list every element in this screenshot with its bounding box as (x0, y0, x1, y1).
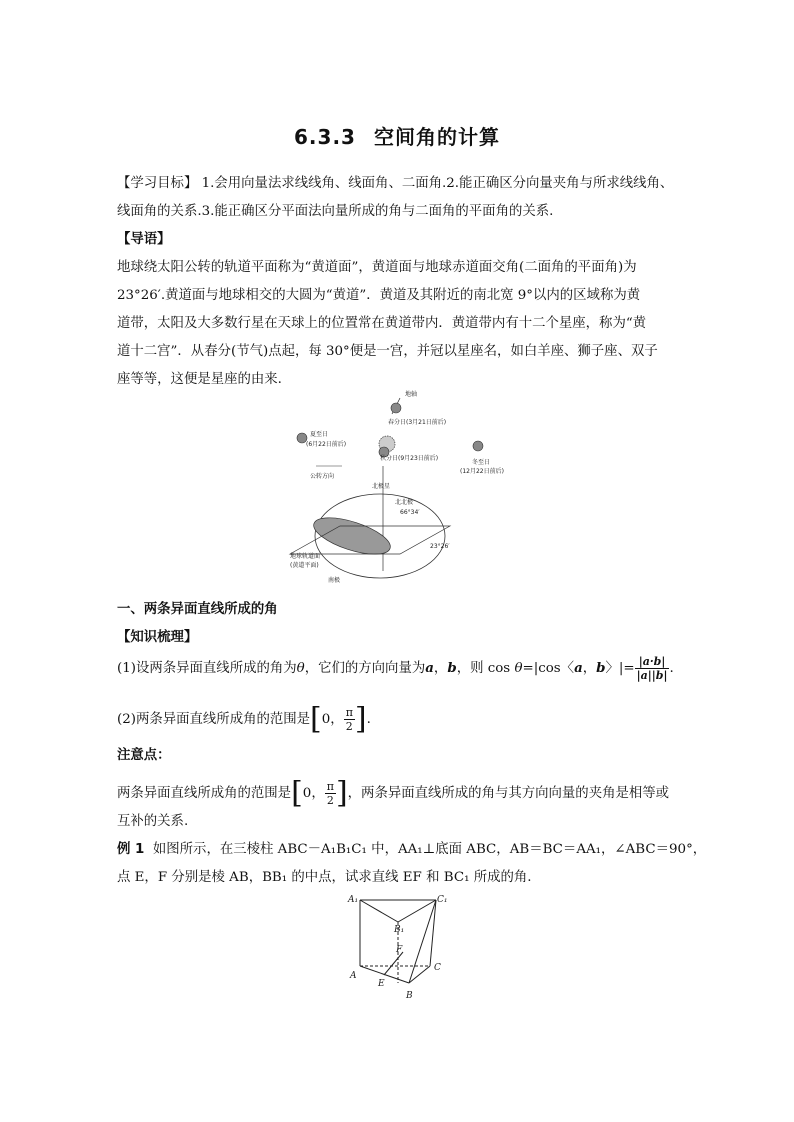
p1-end: . (669, 661, 674, 676)
cos-fraction (635, 655, 670, 682)
note-heading: 注意点： (117, 748, 171, 763)
p1-comma: ， (433, 661, 448, 676)
prism-figure (346, 888, 450, 1006)
note-range-denominator: 2 (326, 794, 334, 807)
fraction-numerator: |a·b| (635, 655, 670, 669)
earth-winter (473, 441, 483, 451)
theta-symbol: θ (296, 661, 305, 676)
vector-a: a (425, 660, 434, 676)
label-B: B (406, 991, 413, 1001)
vector-b-2: b (596, 660, 606, 676)
intro-line-3: 道带，太阳及大多数行星在天球上的位置常在黄道带内．黄道带内有十二个星座，称为“黄 (117, 316, 647, 331)
range-fraction (344, 706, 355, 733)
label-winter-date: (12月22日前后) (460, 468, 504, 475)
formula-paragraph (117, 654, 677, 683)
label-C1: C₁ (437, 895, 448, 905)
intro-heading: 【导语】 (117, 232, 171, 247)
p1-comma-2: ， (582, 661, 597, 676)
section-title: 空间角的计算 (373, 125, 500, 149)
note-range-fraction (325, 780, 336, 807)
note-line-2: 互补的关系. (117, 814, 189, 829)
label-C: C (434, 963, 441, 973)
earth-orbit-figure (280, 386, 520, 586)
p1-eq: =|cos〈 (522, 661, 575, 676)
label-ecliptic: 地球轨道面 (290, 553, 321, 560)
section-number: 6.3.3 (294, 125, 356, 149)
objectives-line-2: 线面角的关系.3.能正确区分平面法向量所成的角与二面角的平面角的关系. (117, 204, 554, 219)
knowledge-heading: 【知识梳理】 (117, 630, 198, 645)
label-axis: 地轴 (405, 391, 418, 398)
intro-line-5: 座等等，这便是星座的由来. (117, 372, 282, 387)
label-F: F (396, 945, 403, 955)
earth-spring (391, 403, 401, 413)
p1-mid: ，它们的方向向量为 (304, 661, 426, 676)
vector-a-2: a (574, 660, 583, 676)
example-label: 例 1 (117, 842, 145, 857)
label-angle66: 66°34′ (400, 509, 420, 516)
page-title (0, 121, 794, 150)
fraction-denominator: |a||b| (636, 669, 668, 682)
example-line-1: 如图所示，在三棱柱 ABC－A₁B₁C₁ 中，AA₁⊥底面 ABC，AB＝BC＝AA₁，∠ABC＝90°， (152, 842, 707, 857)
note-range-numerator: π (326, 780, 334, 793)
label-summer-date: (6月22日前后) (306, 441, 347, 448)
label-A: A (350, 971, 357, 981)
label-south: 南极 (328, 577, 341, 584)
section1-heading: 一、两条异面直线所成的角 (117, 602, 278, 617)
label-revolution: 公转方向 (310, 473, 335, 480)
note-prefix: 两条异面直线所成角的范围是 (117, 786, 292, 801)
label-north-pole: 北极星 (372, 483, 391, 490)
label-A1: A₁ (348, 895, 359, 905)
label-ecliptic2: (黄道平面) (290, 562, 319, 569)
learning-objectives (117, 170, 677, 226)
label-angle23: 23°26′ (430, 543, 450, 550)
range-denominator: 2 (345, 720, 353, 733)
vector-b: b (447, 660, 457, 676)
range-numerator: π (345, 706, 353, 719)
p1-prefix: (1)设两条异面直线所成的角为 (117, 661, 297, 676)
p2-prefix: (2)两条异面直线所成角的范围是 (117, 712, 311, 727)
example1 (117, 836, 707, 892)
label-winter: 冬至日 (472, 459, 491, 466)
note-range-left: 0， (302, 786, 325, 801)
objectives-line-1: 【学习目标】 1.会用向量法求线线角、线面角、二面角.2.能正确区分向量夹角与所求线线角、 (117, 176, 674, 191)
intro-section (117, 226, 677, 394)
intro-line-2: 23°26′.黄道面与地球相交的大圆为“黄道”．黄道及其附近的南北宽 9°以内的区域称为黄 (117, 288, 641, 303)
range-left: 0， (321, 712, 344, 727)
label-summer: 夏至日 (310, 431, 329, 438)
p2-end: . (366, 712, 371, 727)
theta-symbol-2: θ (514, 661, 523, 676)
label-spring: 春分日(3月21日前后) (388, 419, 447, 426)
intro-line-1: 地球绕太阳公转的轨道平面称为“黄道面”，黄道面与地球赤道面交角(二面角的平面角)为 (117, 260, 637, 275)
intro-line-4: 道十二宫”．从春分(节气)点起，每 30°便是一宫，并冠以星座名，如白羊座、狮子座、双子 (117, 344, 658, 359)
note-suffix: ，两条异面直线所成的角与其方向向量的夹角是相等或 (347, 786, 670, 801)
label-tropic: 北北极 (395, 499, 414, 506)
label-E: E (378, 979, 385, 989)
p1-then: ，则 cos (456, 661, 511, 676)
label-autumn: 秋分日(9月23日前后) (380, 455, 439, 462)
label-B1: B₁ (394, 925, 405, 935)
note-paragraph: 两条异面直线所成角的范围是[0， $\frac{\pi}{2}$ ]，两条异面直线所成的角与其方向向量的夹角是相等或 互补的关系. (117, 780, 677, 836)
range-paragraph: (2)两条异面直线所成角的范围是[0， $\frac{\pi}{2}$ ]. (117, 701, 371, 737)
p1-eq2: 〉|= (605, 661, 635, 676)
example-line-2: 点 E，F 分别是棱 AB，BB₁ 的中点，试求直线 EF 和 BC₁ 所成的角. (117, 870, 532, 885)
